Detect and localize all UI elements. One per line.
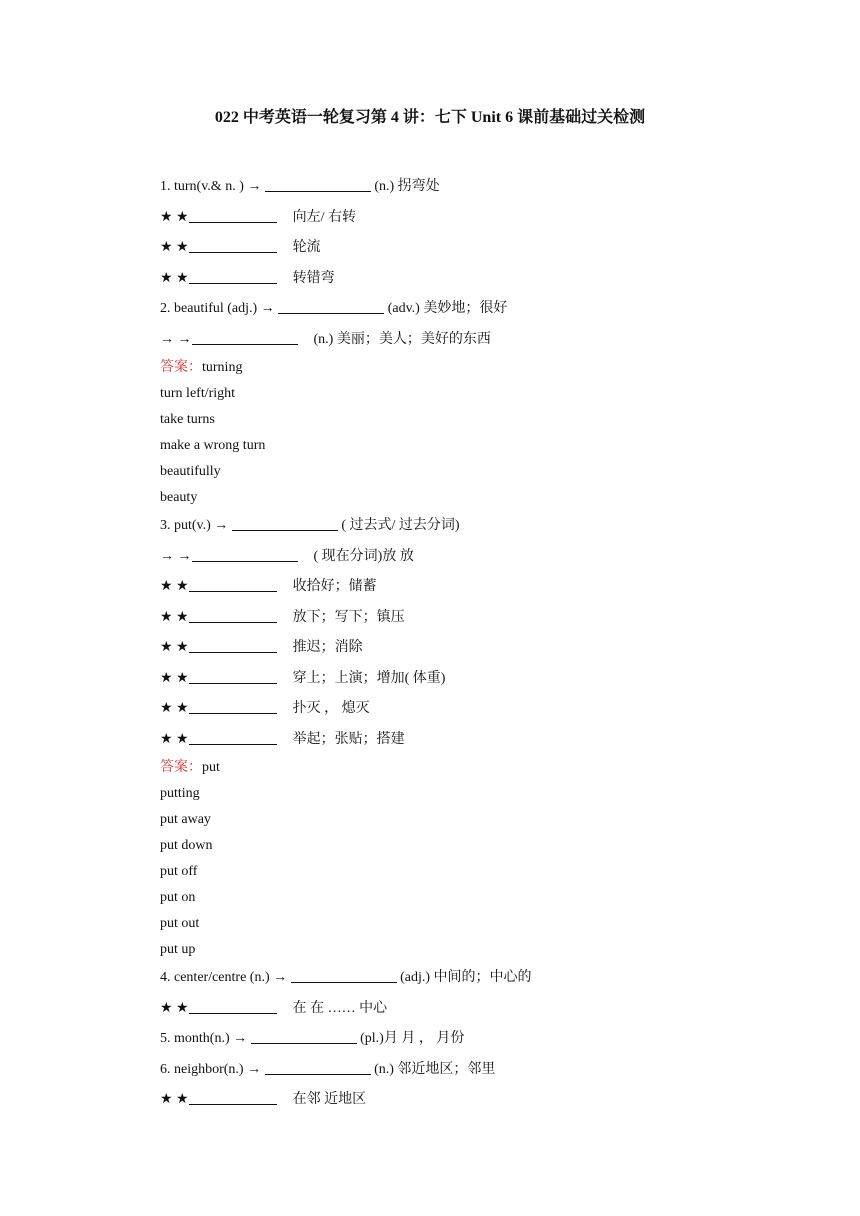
star-icon: ★ ★: [160, 670, 189, 686]
answer-blank[interactable]: [265, 1060, 371, 1075]
answer-blank[interactable]: [189, 577, 277, 592]
answer-blank[interactable]: [189, 999, 277, 1014]
answer-line: beauty: [160, 490, 198, 505]
star-icon: ★ ★: [160, 701, 189, 716]
answer-label: 答案：: [160, 360, 202, 375]
answer-blank[interactable]: [189, 1090, 277, 1105]
question-line: 5. month(n.) → (pl.)月 月 ， 月份: [160, 1031, 465, 1046]
question-line: 3. put(v.) → ( 过去式/ 过去分词): [160, 518, 460, 533]
answer-line: put down: [160, 838, 213, 853]
phrase-line: ★ ★ 收拾好；储蓄: [160, 579, 377, 594]
answer-blank[interactable]: [265, 177, 371, 192]
phrase-line: ★ ★ 转错弯: [160, 270, 335, 286]
answer-blank[interactable]: [251, 1029, 357, 1044]
answer-blank[interactable]: [189, 269, 277, 284]
star-icon: ★ ★: [160, 731, 189, 747]
question-line: 1. turn(v.& n. ) → (n.) 拐弯处: [160, 179, 440, 194]
answer-line: put away: [160, 812, 211, 827]
answer-blank[interactable]: [192, 330, 298, 345]
answer-blank[interactable]: [189, 238, 277, 253]
phrase-line: ★ ★ 放下；写下；镇压: [160, 609, 405, 625]
question-line: 6. neighbor(n.) → (n.) 邻近地区；邻里: [160, 1061, 496, 1077]
question-line: → → ( 现在分词)放 放: [160, 548, 414, 564]
answer-line: 答案：put: [160, 760, 220, 775]
star-icon: ★ ★: [160, 209, 189, 225]
answer-blank[interactable]: [189, 638, 277, 653]
answer-blank[interactable]: [278, 299, 384, 314]
page-title: 022 中考英语一轮复习第 4 讲：七下 Unit 6 课前基础过关检测: [214, 109, 646, 126]
answer-blank[interactable]: [189, 730, 277, 745]
answer-line: put off: [160, 864, 198, 879]
phrase-line: ★ ★ 举起；张贴；搭建: [160, 731, 405, 747]
star-icon: ★ ★: [160, 1092, 189, 1107]
answer-line: put on: [160, 890, 196, 905]
answer-line: turn left/right: [160, 386, 236, 401]
answer-line: 答案：turning: [160, 360, 243, 375]
star-icon: ★ ★: [160, 640, 189, 655]
answer-blank[interactable]: [232, 516, 338, 531]
answer-line: beautifully: [160, 464, 221, 479]
answer-blank[interactable]: [192, 547, 298, 562]
question-line: 2. beautiful (adj.) → (adv.) 美妙地；很好: [160, 301, 508, 316]
phrase-line: ★ ★ 穿上；上演；增加( 体重): [160, 670, 446, 686]
answer-blank[interactable]: [189, 608, 277, 623]
answer-line: make a wrong turn: [160, 438, 266, 453]
star-icon: ★ ★: [160, 240, 189, 255]
answer-blank[interactable]: [189, 208, 277, 223]
phrase-line: ★ ★ 向左/ 右转: [160, 209, 356, 225]
star-icon: ★ ★: [160, 1000, 189, 1016]
answer-line: put out: [160, 916, 200, 931]
phrase-line: ★ ★ 轮流: [160, 240, 321, 255]
answer-blank[interactable]: [189, 699, 277, 714]
star-icon: ★ ★: [160, 579, 189, 594]
answer-blank[interactable]: [291, 968, 397, 983]
answer-line: take turns: [160, 412, 215, 427]
star-icon: ★ ★: [160, 609, 189, 625]
answer-label: 答案：: [160, 760, 202, 775]
star-icon: ★ ★: [160, 270, 189, 286]
phrase-line: ★ ★ 在邻 近地区: [160, 1092, 367, 1107]
phrase-line: ★ ★ 在 在 …… 中心: [160, 1000, 388, 1016]
exercise-content: [160, 172, 800, 1116]
question-line: 4. center/centre (n.) → (adj.) 中间的；中心的: [160, 970, 532, 985]
phrase-line: ★ ★ 扑灭 ， 熄灭: [160, 701, 370, 716]
answer-blank[interactable]: [189, 669, 277, 684]
answer-line: put up: [160, 942, 196, 957]
phrase-line: ★ ★ 推迟；消除: [160, 640, 363, 655]
question-line: → → (n.) 美丽；美人；美好的东西: [160, 331, 491, 347]
answer-line: putting: [160, 786, 200, 801]
